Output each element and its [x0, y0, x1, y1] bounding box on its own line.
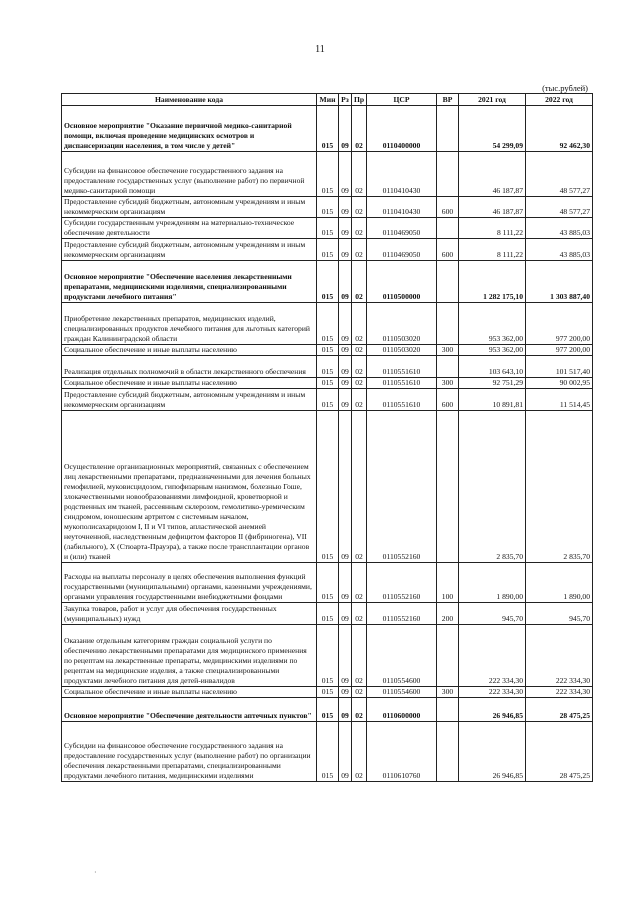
row-min: 015 [317, 389, 339, 411]
row-value-2021: 953 362,00 [459, 345, 526, 356]
row-pr: 02 [352, 356, 367, 378]
row-value-2022: 43 885,03 [526, 218, 593, 239]
row-value-2021: 1 890,00 [459, 563, 526, 603]
row-value-2021: 222 334,30 [459, 625, 526, 687]
row-pr: 02 [352, 411, 367, 563]
row-min: 015 [317, 218, 339, 239]
row-name: Предоставление субсидий бюджетным, автономным учреждениям и иным некоммерческим организациям [62, 389, 317, 411]
row-value-2021: 54 299,09 [459, 106, 526, 152]
row-pr: 02 [352, 345, 367, 356]
row-pr: 02 [352, 218, 367, 239]
table-row-main-event [62, 698, 593, 722]
table-row [62, 197, 593, 218]
row-min: 015 [317, 356, 339, 378]
row-csr: 0110410430 [367, 152, 437, 197]
row-rz: 09 [339, 303, 352, 345]
row-value-2021: 92 751,29 [459, 378, 526, 389]
row-value-2021: 103 643,10 [459, 356, 526, 378]
row-pr: 02 [352, 152, 367, 197]
row-pr: 02 [352, 698, 367, 722]
row-value-2022: 48 577,27 [526, 197, 593, 218]
row-vr [437, 303, 459, 345]
row-vr: 300 [437, 687, 459, 698]
row-vr [437, 218, 459, 239]
row-csr: 0110503020 [367, 303, 437, 345]
col-header-min: Мин [317, 94, 339, 106]
row-value-2021: 8 111,22 [459, 218, 526, 239]
row-min: 015 [317, 722, 339, 782]
table-row [62, 239, 593, 261]
col-header-rz: Рз [339, 94, 352, 106]
row-vr [437, 698, 459, 722]
row-name: Социальное обеспечение и иные выплаты населению [62, 378, 317, 389]
col-header-pr: Пр [352, 94, 367, 106]
row-pr: 02 [352, 722, 367, 782]
table-row [62, 303, 593, 345]
row-rz: 09 [339, 389, 352, 411]
row-name: Основное мероприятие "Обеспечение населения лекарственными препаратами, медицинскими изделиями, специализированными продуктами лечебного питания" [62, 261, 317, 303]
row-vr: 600 [437, 239, 459, 261]
table-row [62, 563, 593, 603]
row-rz: 09 [339, 356, 352, 378]
row-csr: 0110469050 [367, 239, 437, 261]
table-row [62, 218, 593, 239]
row-rz: 09 [339, 698, 352, 722]
row-min: 015 [317, 197, 339, 218]
row-min: 015 [317, 378, 339, 389]
row-vr: 300 [437, 345, 459, 356]
row-pr: 02 [352, 378, 367, 389]
row-csr: 0110551610 [367, 389, 437, 411]
table-row-main-event [62, 261, 593, 303]
row-value-2022: 977 200,00 [526, 345, 593, 356]
row-rz: 09 [339, 378, 352, 389]
table-row [62, 152, 593, 197]
row-min: 015 [317, 152, 339, 197]
table-row [62, 625, 593, 687]
table-row [62, 687, 593, 698]
table-row-main-event [62, 106, 593, 152]
row-name: Предоставление субсидий бюджетным, автономным учреждениям и иным некоммерческим организациям [62, 197, 317, 218]
row-value-2021: 26 946,85 [459, 698, 526, 722]
row-value-2021: 8 111,22 [459, 239, 526, 261]
row-rz: 09 [339, 239, 352, 261]
row-pr: 02 [352, 625, 367, 687]
row-rz: 09 [339, 218, 352, 239]
row-name: Основное мероприятие "Обеспечение деятельности аптечных пунктов" [62, 698, 317, 722]
row-name: Приобретение лекарственных препаратов, медицинских изделий, специализированных продуктов лечебного питания для льготных категорий граждан Калининградской области [62, 303, 317, 345]
row-vr [437, 625, 459, 687]
row-csr: 0110500000 [367, 261, 437, 303]
col-header-2022: 2022 год [526, 94, 593, 106]
row-min: 015 [317, 603, 339, 625]
row-name: Расходы на выплаты персоналу в целях обеспечения выполнения функций государственными (муниципальными) органами, казенными учреждениями, органами управления государственными внебюджетными фондами [62, 563, 317, 603]
row-value-2021: 222 334,30 [459, 687, 526, 698]
row-min: 015 [317, 261, 339, 303]
col-header-csr: ЦСР [367, 94, 437, 106]
row-vr: 100 [437, 563, 459, 603]
row-value-2022: 945,70 [526, 603, 593, 625]
row-pr: 02 [352, 563, 367, 603]
table-row [62, 378, 593, 389]
row-rz: 09 [339, 625, 352, 687]
row-value-2021: 1 282 175,10 [459, 261, 526, 303]
row-value-2022: 1 890,00 [526, 563, 593, 603]
row-rz: 09 [339, 197, 352, 218]
row-rz: 09 [339, 563, 352, 603]
row-pr: 02 [352, 389, 367, 411]
row-value-2022: 48 577,27 [526, 152, 593, 197]
table-row [62, 389, 593, 411]
row-name: Предоставление субсидий бюджетным, автономным учреждениям и иным некоммерческим организациям [62, 239, 317, 261]
row-name: Субсидии на финансовое обеспечение государственного задания на предоставление государственных услуг (выполнение работ) по первичной медико-санитарной помощи [62, 152, 317, 197]
row-rz: 09 [339, 603, 352, 625]
row-csr: 0110552160 [367, 563, 437, 603]
row-value-2022: 222 334,30 [526, 687, 593, 698]
row-value-2021: 2 835,70 [459, 411, 526, 563]
row-value-2022: 92 462,30 [526, 106, 593, 152]
row-pr: 02 [352, 261, 367, 303]
row-vr: 300 [437, 378, 459, 389]
row-csr: 0110554600 [367, 687, 437, 698]
row-value-2022: 28 475,25 [526, 722, 593, 782]
row-csr: 0110610760 [367, 722, 437, 782]
row-value-2022: 1 303 887,40 [526, 261, 593, 303]
row-value-2022: 11 514,45 [526, 389, 593, 411]
row-rz: 09 [339, 106, 352, 152]
row-min: 015 [317, 303, 339, 345]
row-csr: 0110503020 [367, 345, 437, 356]
row-vr [437, 356, 459, 378]
row-name: Закупка товаров, работ и услуг для обеспечения государственных (муниципальных) нужд [62, 603, 317, 625]
row-name: Социальное обеспечение и иные выплаты населению [62, 687, 317, 698]
row-pr: 02 [352, 603, 367, 625]
row-value-2022: 28 475,25 [526, 698, 593, 722]
row-pr: 02 [352, 106, 367, 152]
row-name: Основное мероприятие "Оказание первичной медико-санитарной помощи, включая проведение медицинских осмотров и диспансеризации населения, в том числе у детей" [62, 106, 317, 152]
row-name: Субсидии государственным учреждениям на материально-техническое обеспечение деятельности [62, 218, 317, 239]
col-header-vr: ВР [437, 94, 459, 106]
row-name: Реализация отдельных полномочий в области лекарственного обеспечения [62, 356, 317, 378]
col-header-2021: 2021 год [459, 94, 526, 106]
row-value-2021: 46 187,87 [459, 197, 526, 218]
row-csr: 0110410430 [367, 197, 437, 218]
row-vr: 600 [437, 389, 459, 411]
row-name: Оказание отдельным категориям граждан социальной услуги по обеспечению лекарственными препаратами для медицинского применения по рецептам на лекарственные препараты, медицинскими изделиями по рецептам на медицинские изделия, а также специализированными продуктами лечебного питания для детей-инвалидов [62, 625, 317, 687]
table-header-row [62, 94, 593, 106]
row-csr: 0110551610 [367, 356, 437, 378]
row-rz: 09 [339, 687, 352, 698]
row-value-2021: 10 891,81 [459, 389, 526, 411]
row-name: Осуществление организационных мероприятий, связанных с обеспечением лиц лекарственными препаратами, предназначенными для лечения больных гемофилией, муковисцидозом, гипофизарным нанизмом, болезнью Гоше, злокачественными новообразованиями лимфоидной, кроветворной и родственных им тканей, рассеянным склерозом, гемолитико-уремическим синдромом, юношеским артритом с системным началом, мукополисахаридозом I, II и VI типов, апластической анемией неуточненной, наследственным дефицитом факторов II (фибриногена), VII (лабильного), X (Стюарта-Прауэра), а также после трансплантации органов и (или) тканей [62, 411, 317, 563]
row-min: 015 [317, 563, 339, 603]
scan-artifact: · [94, 868, 97, 877]
row-min: 015 [317, 106, 339, 152]
row-value-2022: 101 517,40 [526, 356, 593, 378]
row-min: 015 [317, 687, 339, 698]
row-vr [437, 152, 459, 197]
row-csr: 0110552160 [367, 603, 437, 625]
row-csr: 0110469050 [367, 218, 437, 239]
row-min: 015 [317, 411, 339, 563]
row-value-2021: 46 187,87 [459, 152, 526, 197]
row-value-2022: 43 885,03 [526, 239, 593, 261]
row-pr: 02 [352, 303, 367, 345]
row-rz: 09 [339, 411, 352, 563]
row-value-2021: 953 362,00 [459, 303, 526, 345]
row-rz: 09 [339, 152, 352, 197]
row-min: 015 [317, 239, 339, 261]
row-rz: 09 [339, 722, 352, 782]
row-value-2022: 222 334,30 [526, 625, 593, 687]
row-value-2021: 26 946,85 [459, 722, 526, 782]
row-min: 015 [317, 698, 339, 722]
row-csr: 0110554600 [367, 625, 437, 687]
units-label: (тыс.рублей) [542, 83, 588, 93]
row-value-2022: 977 200,00 [526, 303, 593, 345]
table-row [62, 356, 593, 378]
row-pr: 02 [352, 197, 367, 218]
row-min: 015 [317, 345, 339, 356]
row-name: Субсидии на финансовое обеспечение государственного задания на предоставление государственных услуг (выполнение работ) по организации обеспечения лекарственными препаратами, специализированными продуктами лечебного питания, медицинскими изделиями [62, 722, 317, 782]
row-csr: 0110552160 [367, 411, 437, 563]
row-value-2022: 90 002,95 [526, 378, 593, 389]
row-vr [437, 261, 459, 303]
row-csr: 0110551610 [367, 378, 437, 389]
row-name: Социальное обеспечение и иные выплаты населению [62, 345, 317, 356]
row-min: 015 [317, 625, 339, 687]
table-row [62, 345, 593, 356]
page-number: 11 [315, 44, 325, 55]
row-vr [437, 106, 459, 152]
row-value-2022: 2 835,70 [526, 411, 593, 563]
row-pr: 02 [352, 687, 367, 698]
row-rz: 09 [339, 345, 352, 356]
col-header-name: Наименование кода [62, 94, 317, 106]
table-row [62, 411, 593, 563]
budget-table [61, 93, 593, 782]
row-vr: 200 [437, 603, 459, 625]
table-row [62, 722, 593, 782]
row-vr [437, 411, 459, 563]
row-value-2021: 945,70 [459, 603, 526, 625]
row-csr: 0110600000 [367, 698, 437, 722]
row-pr: 02 [352, 239, 367, 261]
row-rz: 09 [339, 261, 352, 303]
row-vr [437, 722, 459, 782]
row-vr: 600 [437, 197, 459, 218]
table-row [62, 603, 593, 625]
row-csr: 0110400000 [367, 106, 437, 152]
